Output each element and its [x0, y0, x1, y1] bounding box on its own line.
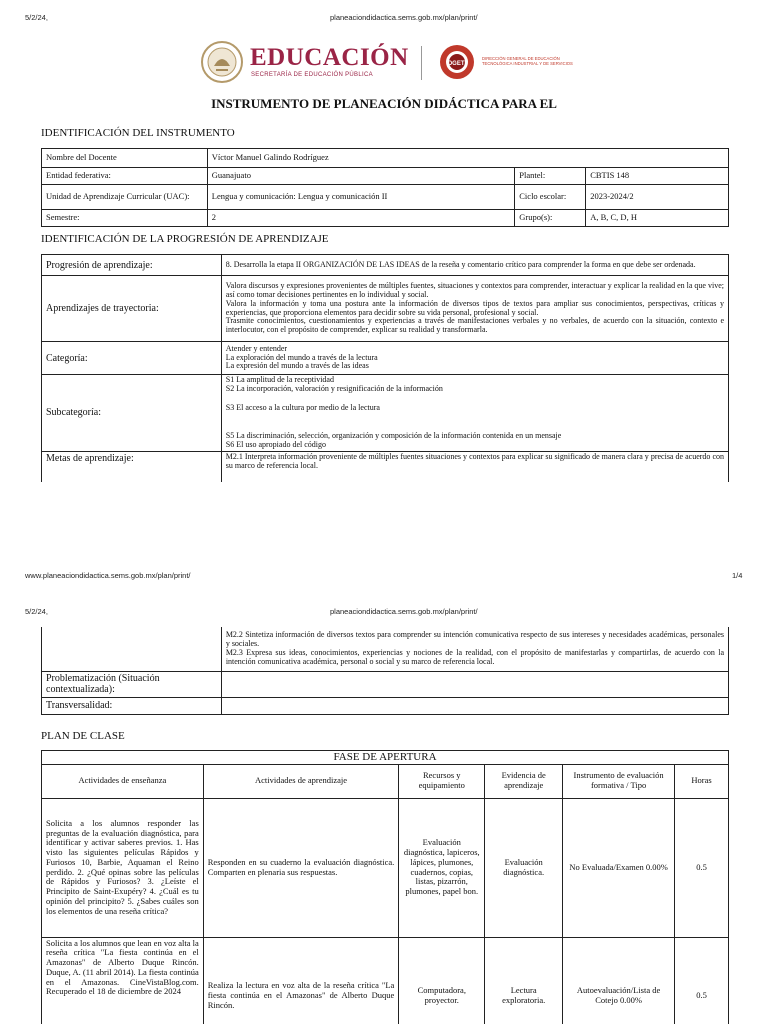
page2-header-url: planeaciondidactica.sems.gob.mx/plan/print/	[330, 607, 478, 616]
document-title: INSTRUMENTO DE PLANEACIÓN DIDÁCTICA PARA EL	[211, 96, 557, 111]
problematizacion-label: Problematización (Situación contextualizada):	[42, 671, 222, 697]
problematizacion-value	[221, 671, 728, 697]
plantel-label: Plantel:	[515, 168, 586, 185]
entidad-label: Entidad federativa:	[42, 168, 208, 185]
plan-de-clase-title: PLAN DE CLASE	[41, 730, 125, 742]
dgeti-text: DIRECCIÓN GENERAL DE EDUCACIÓN TECNOLÓGICA INDUSTRIAL Y DE SERVICIOS	[482, 56, 573, 67]
row2-evidencia: Lectura exploratoria.	[485, 937, 563, 1024]
row2-horas: 0.5	[675, 937, 729, 1024]
grupos-label: Grupo(s):	[515, 210, 586, 227]
row2-instrumento: Autoevaluación/Lista de Cotejo 0.00%	[563, 937, 675, 1024]
table-row	[42, 937, 729, 1024]
entidad-value: Guanajuato	[207, 168, 515, 185]
row1-horas: 0.5	[675, 798, 729, 937]
identification-table	[41, 148, 729, 227]
col-recursos: Recursos y equipamiento	[399, 764, 485, 798]
education-logo-text: EDUCACIÓN	[250, 44, 409, 71]
uac-label: Unidad de Aprendizaje Curricular (UAC):	[42, 185, 208, 210]
col-aprendizaje: Actividades de aprendizaje	[203, 764, 399, 798]
section-progresion: IDENTIFICACIÓN DE LA PROGRESIÓN DE APRENDIZAJE	[41, 233, 329, 245]
header-date: 5/2/24,	[25, 13, 48, 22]
metas-value: M2.1 Interpreta información proveniente de múltiples fuentes situaciones y contextos para explicar su significado de manera clara y precisa de acuerdo con su marco de referencia local.	[221, 451, 728, 482]
col-ensenanza: Actividades de enseñanza	[42, 764, 204, 798]
header-url: planeaciondidactica.sems.gob.mx/plan/print/	[330, 13, 478, 22]
row2-aprendizaje: Realiza la lectura en voz alta de la reseña crítica "La fiesta continúa en el Amazonas" de Alberto Duque Rincón.	[203, 937, 399, 1024]
plantel-value: CBTIS 148	[586, 168, 729, 185]
row2-ensenanza: Solicita a los alumnos que lean en voz alta la reseña crítica "La fiesta continúa en el Amazonas" de Alberto Duque Rincón. Duque, A. (11 abril 2014). La fiesta continúa en el Amazonas. CineVistaBlog.com. Recuperado el 18 de diciembre de 2024	[42, 937, 204, 1024]
transversalidad-label: Transversalidad:	[42, 697, 222, 714]
plan-table	[41, 750, 729, 1024]
logo-divider	[421, 46, 422, 80]
row1-instrumento: No Evaluada/Examen 0.00%	[563, 798, 675, 937]
row1-aprendizaje: Responden en su cuaderno la evaluación diagnóstica. Comparten en plenaria sus respuestas.	[203, 798, 399, 937]
footer-url: www.planeaciondidactica.sems.gob.mx/plan/print/	[25, 571, 191, 580]
row1-recursos: Evaluación diagnóstica, lapiceros, lápices, plumones, cuadernos, copias, listas, pizarrón, plumones, papel bon.	[399, 798, 485, 937]
progresion-label: Progresión de aprendizaje:	[42, 255, 222, 276]
ciclo-label: Ciclo escolar:	[515, 185, 586, 210]
docente-label: Nombre del Docente	[42, 149, 208, 168]
docente-value: Víctor Manuel Galindo Rodríguez	[207, 149, 728, 168]
ciclo-value: 2023-2024/2	[586, 185, 729, 210]
mexico-seal-icon	[200, 40, 244, 84]
aprendizajes-value: Valora discursos y expresiones provenientes de múltiples fuentes, situaciones y contextos para comprender, interactuar y explicar la realidad en la que vive; así como tomar decisiones pertinentes en lo individual y social. Valora la información y toma una postura ante la información de diversos tipos de textos para ampliar sus conocimientos, perspectivas, críticas y experiencias, que proporciona elementos para decidir sobre su vida personal, profesional y social. Trasmite conocimientos, cuestionamientos y experiencias a través de manifestaciones verbales y no verbales, de acuerdo con la situación, contexto e interlocutor, con el propósito de comprender, explicar su realidad y transformarla.	[221, 276, 728, 342]
continuation-table	[41, 627, 729, 715]
row1-evidencia: Evaluación diagnóstica.	[485, 798, 563, 937]
grupos-value: A, B, C, D, H	[586, 210, 729, 227]
subcategoria-label: Subcategoría:	[42, 375, 222, 452]
fase-apertura-title: FASE DE APERTURA	[42, 751, 729, 765]
table-row	[42, 798, 729, 937]
metas-label: Metas de aprendizaje:	[42, 451, 222, 482]
progression-table	[41, 254, 729, 482]
col-evidencia: Evidencia de aprendizaje	[485, 764, 563, 798]
semestre-label: Semestre:	[42, 210, 208, 227]
progression-table-clip	[41, 254, 729, 482]
semestre-value: 2	[207, 210, 515, 227]
footer-page-number: 1/4	[732, 571, 743, 580]
col-instrumento: Instrumento de evaluación formativa / Tipo	[563, 764, 675, 798]
page2-header-date: 5/2/24,	[25, 607, 48, 616]
aprendizajes-label: Aprendizajes de trayectoria:	[42, 276, 222, 342]
section-identificacion: IDENTIFICACIÓN DEL INSTRUMENTO	[41, 127, 235, 139]
categoria-value: Atender y entender La exploración del mundo a través de la lectura La expresión del mundo a través de las ideas	[221, 342, 728, 375]
metas-continued: M2.2 Sintetiza información de diversos textos para comprender su intención comunicativa respecto de sus intereses y necesidades académicas, personales y sociales. M2.3 Expresa sus ideas, conocimientos, experiencias y nociones de la realidad, con el propósito de manifestarlas y compartirlas, de acuerdo con la intención comunicativa académica, personal o social y su marco de referencia local.	[221, 627, 728, 671]
row1-ensenanza: Solicita a los alumnos responder las preguntas de la evaluación diagnóstica, para identificar y activar saberes previos. 1. Has visto las siguientes películas Rápidos y Furiosos 10, Barbie, Aquaman el Reino perdido. 2. ¿Qué opinas sobre las películas de Rápidos y Furiosos? 3. ¿Leíste el Principito de Saint-Exupéry? 4. ¿Cuál es tu opinión del principito? 5. ¿Sabes cuáles son los elementos de una reseña crítica?	[42, 798, 204, 937]
subcategoria-value: S1 La amplitud de la receptividad S2 La incorporación, valoración y resignificación de la información S3 El acceso a la cultura por medio de la lectura S5 La discriminación, selección, organización y composición de la información contenida en un mensaje S6 El uso apropiado del código	[221, 375, 728, 452]
transversalidad-value	[221, 697, 728, 714]
progresion-value: 8. Desarrolla la etapa II ORGANIZACIÓN DE LAS IDEAS de la reseña y comentario crítico para comprender la forma en que debe ser ordenada.	[221, 255, 728, 276]
col-horas: Horas	[675, 764, 729, 798]
categoria-label: Categoría:	[42, 342, 222, 375]
plan-table-clip	[41, 750, 729, 1024]
sep-subtitle: SECRETARÍA DE EDUCACIÓN PÚBLICA	[251, 72, 373, 78]
row2-recursos: Computadora, proyector.	[399, 937, 485, 1024]
uac-value: Lengua y comunicación: Lengua y comunicación II	[207, 185, 515, 210]
dgeti-badge-text: DGETI	[447, 61, 467, 67]
dgeti-gear-icon	[438, 43, 476, 81]
